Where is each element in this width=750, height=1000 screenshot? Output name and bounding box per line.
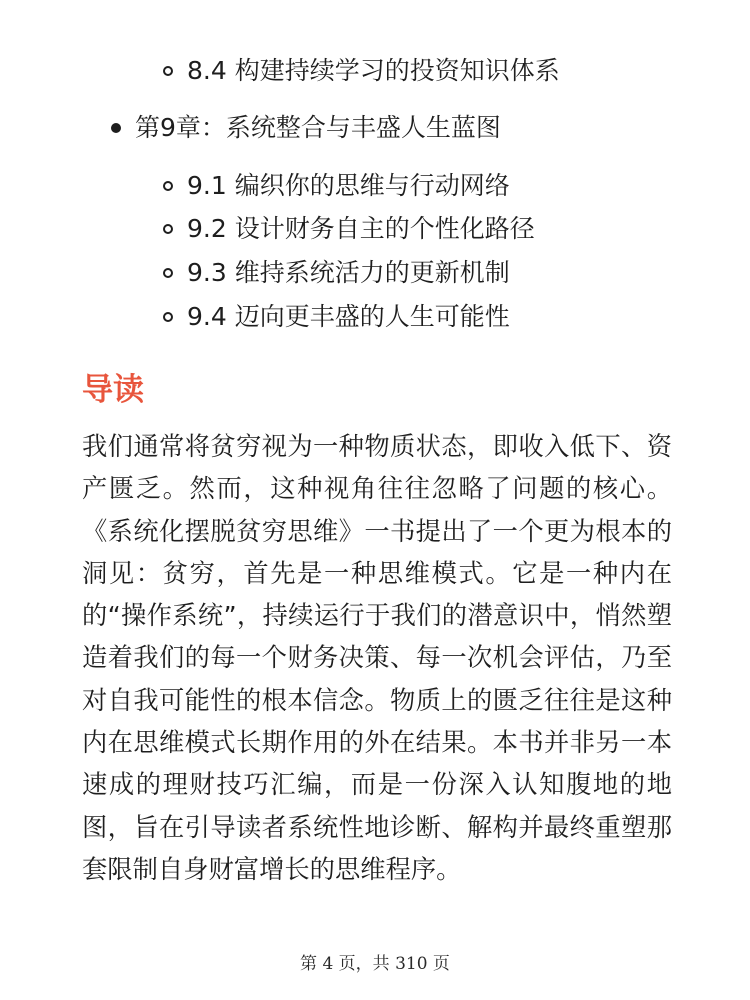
toc-item-label: 9.2 设计财务自主的个性化路径 (187, 214, 535, 243)
body-paragraph: 我们通常将贫穷视为一种物质状态，即收入低下、资产匮乏。然而，这种视角往往忽略了问题的核心。《系统化摆脱贫穷思维》一书提出了一个更为根本的洞见：贫穷，首先是一种思维模式。它是一种内在的“操作系统”，持续运行于我们的潜意识中，悄然塑造着我们的每一个财务决策、每一次机会评估，乃至对自我可能性的根本信念。物质上的匮乏往往是这种内在思维模式长期作用的外在结果。本书并非另一本速成的理财技巧汇编，而是一份深入认知腹地的地图，旨在引导读者系统性地诊断、解构并最终重塑那套限制自身财富增长的思维程序。 (82, 432, 672, 884)
hollow-bullet-icon (163, 181, 173, 191)
toc-item-label: 9.3 维持系统活力的更新机制 (187, 258, 510, 287)
hollow-bullet-icon (163, 312, 173, 322)
toc-item-9-3 (163, 257, 510, 289)
toc-item-9-4 (163, 301, 510, 333)
page-number-footer: 第 4 页，共 310 页 (300, 954, 450, 974)
toc-item-label: 第9章：系统整合与丰盛人生蓝图 (135, 113, 501, 142)
hollow-bullet-icon (163, 66, 173, 76)
toc-item-label: 9.4 迈向更丰盛的人生可能性 (187, 302, 510, 331)
section-heading: 导读 (82, 372, 144, 408)
hollow-bullet-icon (163, 224, 173, 234)
toc-item-label: 9.1 编织你的思维与行动网络 (187, 171, 510, 200)
hollow-bullet-icon (163, 268, 173, 278)
toc-item-8-4 (163, 55, 560, 87)
toc-item-9-1 (163, 170, 510, 202)
toc-item-chapter-9 (111, 112, 501, 144)
solid-bullet-icon (111, 123, 121, 133)
toc-item-label: 8.4 构建持续学习的投资知识体系 (187, 56, 560, 85)
toc-item-9-2 (163, 213, 535, 245)
